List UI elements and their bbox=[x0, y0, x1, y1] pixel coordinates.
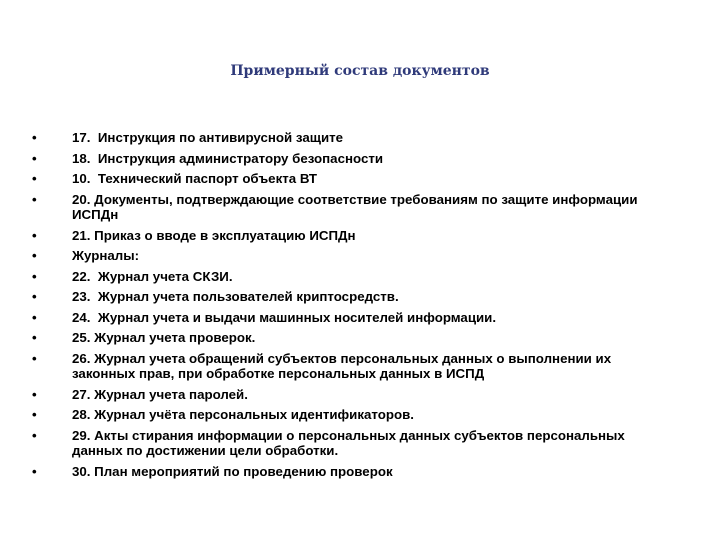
bullet-icon: • bbox=[32, 171, 37, 186]
list-item-text: 25. Журнал учета проверок. bbox=[72, 330, 256, 345]
bullet-icon: • bbox=[32, 227, 37, 243]
bullet-icon: • bbox=[32, 248, 37, 263]
list-item bbox=[32, 171, 652, 187]
list-item bbox=[32, 192, 652, 223]
list-item-text: 26. Журнал учета обращений субъектов персональных данных о выполнении их законных прав, при обработке персональных данных в ИСПД bbox=[72, 350, 615, 381]
list-item bbox=[32, 269, 652, 285]
list-item bbox=[32, 248, 652, 264]
list-item bbox=[32, 428, 652, 459]
bullet-icon: • bbox=[32, 427, 37, 443]
list-item bbox=[32, 289, 652, 305]
bullet-icon: • bbox=[32, 330, 37, 345]
document-list bbox=[32, 130, 652, 484]
list-item-text: 20. Документы, подтверждающие соответствие требованиям по защите информации ИСПДн bbox=[72, 191, 642, 222]
bullet-icon: • bbox=[32, 463, 37, 479]
list-item bbox=[32, 330, 652, 346]
bullet-icon: • bbox=[32, 407, 37, 422]
bullet-icon: • bbox=[32, 191, 37, 207]
list-item bbox=[32, 151, 652, 167]
bullet-icon: • bbox=[32, 309, 37, 325]
bullet-icon: • bbox=[32, 130, 37, 145]
list-item-text: Журналы: bbox=[72, 248, 140, 263]
list-item bbox=[32, 464, 652, 480]
bullet-icon: • bbox=[32, 150, 37, 166]
list-item-text: 22. Журнал учета СКЗИ. bbox=[72, 268, 233, 284]
list-item-text: 27. Журнал учета паролей. bbox=[72, 386, 248, 402]
bullet-icon: • bbox=[32, 350, 37, 366]
list-item-text: 18. Инструкция администратору безопасности bbox=[72, 150, 384, 166]
list-item bbox=[32, 130, 652, 146]
bullet-icon: • bbox=[32, 289, 37, 304]
list-item-text: 28. Журнал учёта персональных идентификаторов. bbox=[72, 407, 414, 422]
list-item bbox=[32, 310, 652, 326]
slide-title: Примерный состав документов bbox=[230, 63, 490, 79]
bullet-icon: • bbox=[32, 386, 37, 402]
list-item bbox=[32, 228, 652, 244]
list-item-text: 17. Инструкция по антивирусной защите bbox=[72, 130, 344, 145]
list-item-text: 21. Приказ о вводе в эксплуатацию ИСПДн bbox=[72, 227, 356, 243]
list-item bbox=[32, 407, 652, 423]
bullet-icon: • bbox=[32, 268, 37, 284]
list-item-text: 30. План мероприятий по проведению проверок bbox=[72, 463, 393, 479]
list-item-text: 24. Журнал учета и выдачи машинных носителей информации. bbox=[72, 309, 497, 325]
list-item-text: 29. Акты стирания информации о персональных данных субъектов персональных данных по достижении цели обработки. bbox=[72, 427, 629, 458]
list-item-text: 10. Технический паспорт объекта ВТ bbox=[72, 171, 318, 186]
list-item bbox=[32, 387, 652, 403]
list-item bbox=[32, 351, 652, 382]
list-item-text: 23. Журнал учета пользователей криптосредств. bbox=[72, 289, 399, 304]
